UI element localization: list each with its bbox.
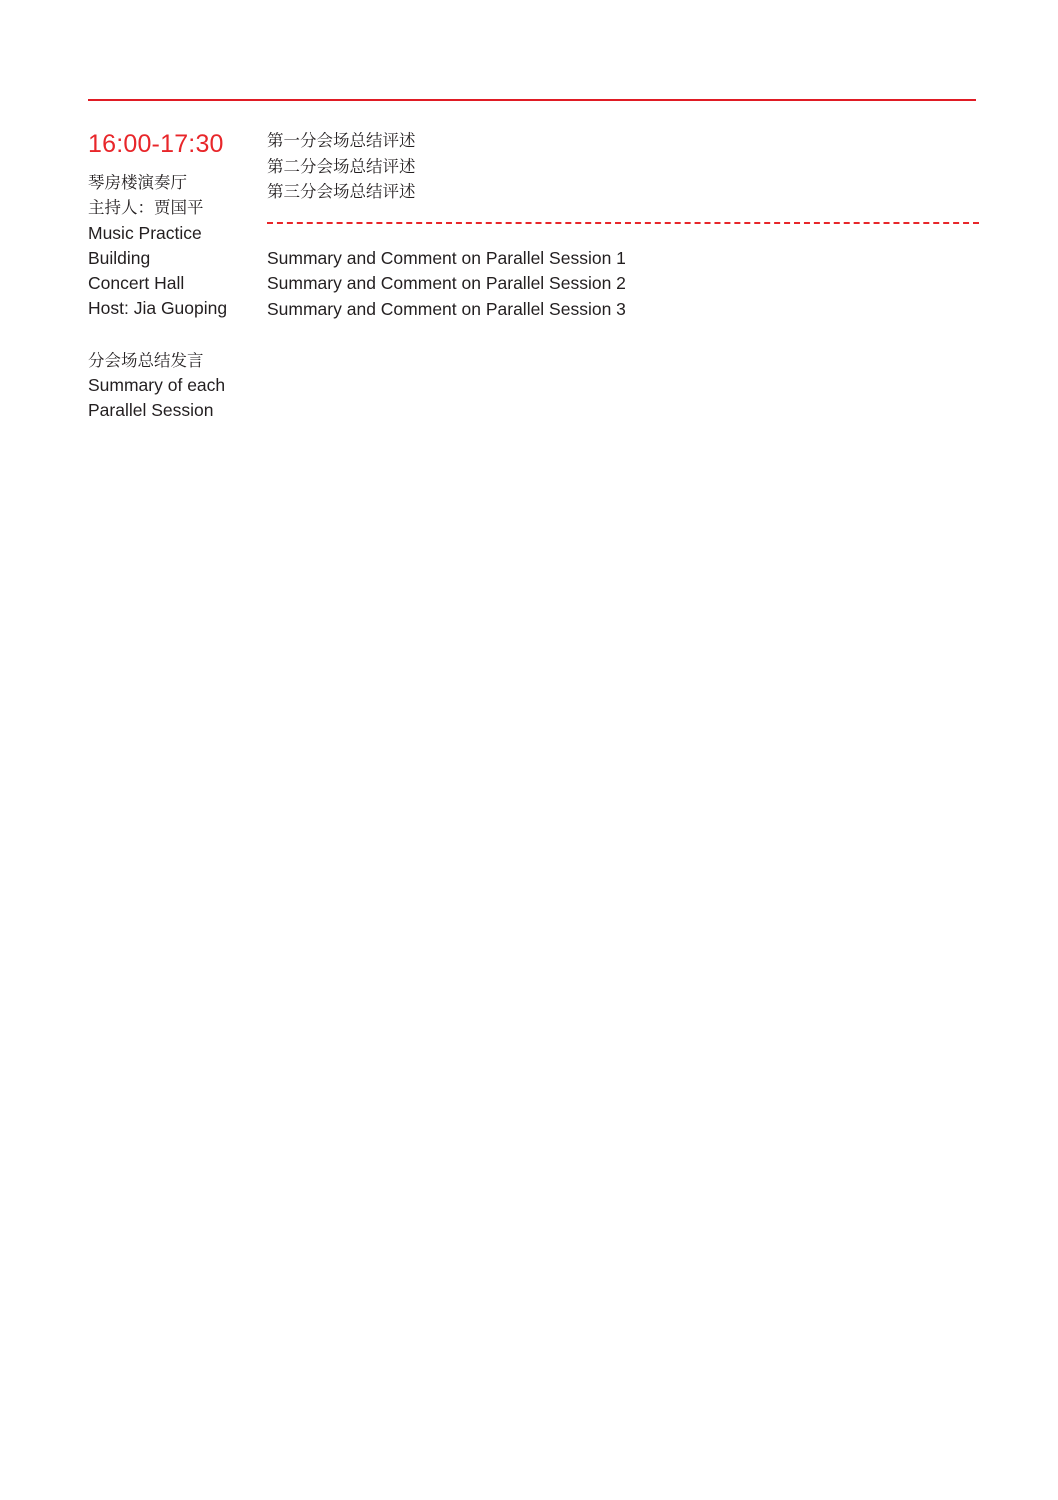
venue-cn-line-2: 主持人：贾国平 — [88, 198, 204, 218]
session-left-column — [88, 128, 260, 424]
session-item-cn-1: 第一分会场总结评述 — [267, 131, 416, 150]
top-divider-rule — [88, 99, 976, 101]
session-item-cn-3: 第三分会场总结评述 — [267, 182, 416, 201]
topic-cn-line-1: 分会场总结发言 — [88, 350, 204, 370]
topic-en-line-1: Summary of each — [88, 375, 226, 396]
session-time: 16:00-17:30 — [88, 130, 224, 158]
session-item-cn-2: 第二分会场总结评述 — [267, 156, 416, 176]
session-items-chinese — [267, 128, 979, 205]
session-item-en-3: Summary and Comment on Parallel Session 3 — [267, 298, 626, 319]
session-topic — [88, 348, 260, 424]
dashed-divider-rule — [267, 222, 979, 224]
venue-en-line-2: Building — [88, 247, 151, 268]
venue-en-line-1: Music Practice — [88, 222, 202, 243]
topic-en-line-2: Parallel Session — [88, 400, 214, 421]
session-item-en-1: Summary and Comment on Parallel Session 1 — [267, 247, 626, 268]
session-right-column — [267, 128, 979, 322]
session-items-english — [267, 246, 979, 323]
session-venue — [88, 170, 260, 322]
venue-en-line-4: Host: Jia Guoping — [88, 298, 228, 319]
session-item-en-2: Summary and Comment on Parallel Session 2 — [267, 273, 626, 293]
venue-cn-line-1: 琴房楼演奏厅 — [88, 173, 187, 192]
venue-en-line-3: Concert Hall — [88, 273, 185, 294]
